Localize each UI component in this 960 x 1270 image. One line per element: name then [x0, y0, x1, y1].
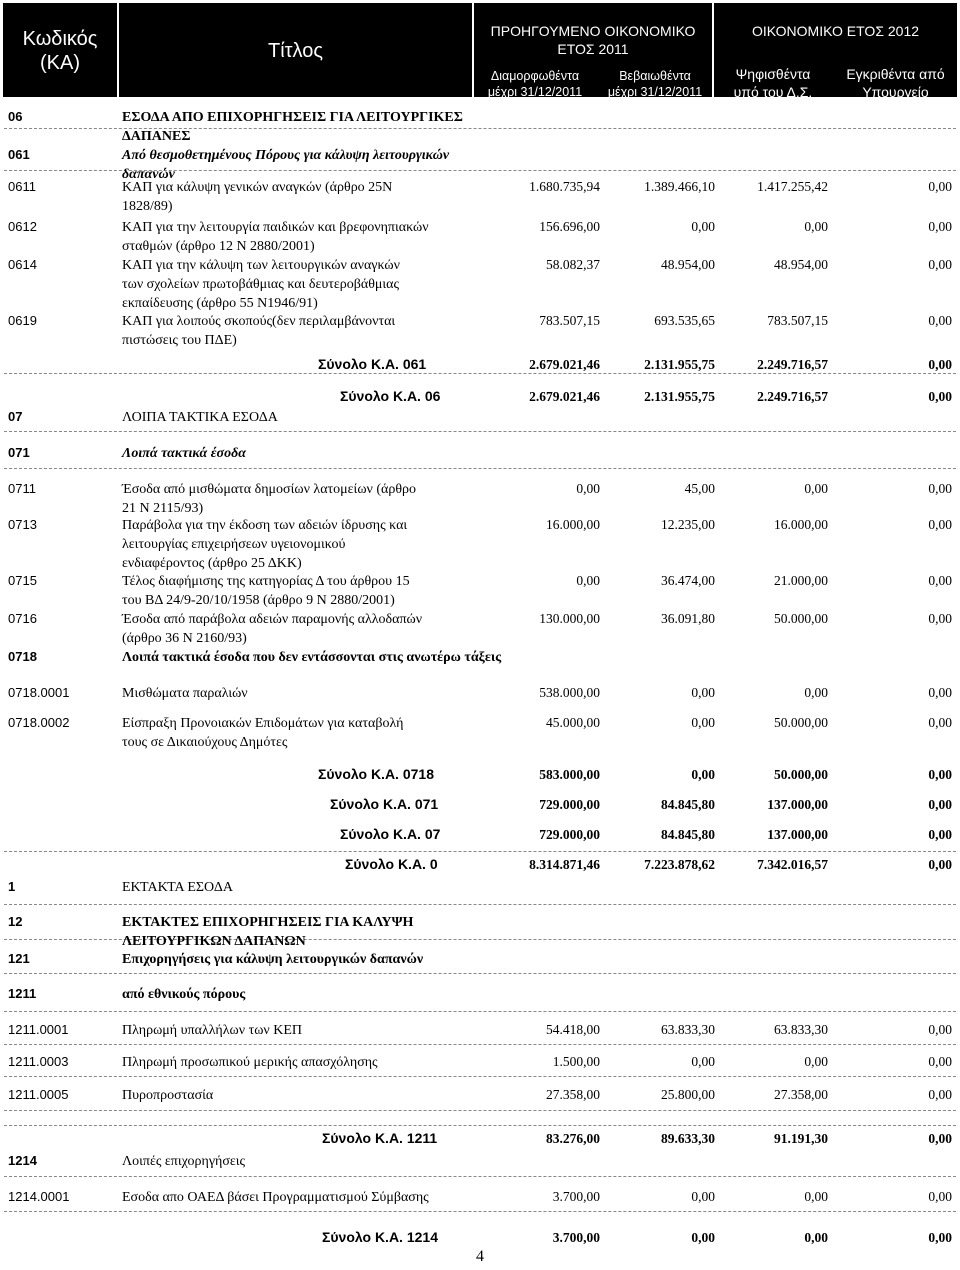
row-value-3: 21.000,00	[774, 573, 828, 588]
row-code: 0711	[8, 481, 36, 496]
row-value-2: 0,00	[691, 685, 715, 700]
header-code-line1: Κωδικός	[22, 28, 98, 50]
row-divider	[4, 431, 956, 432]
row-value-1: 156.696,00	[539, 219, 600, 234]
row-value-2: 2.131.955,75	[644, 357, 715, 372]
row-value-1: 729.000,00	[539, 797, 600, 812]
row-value-3: 0,00	[804, 1230, 828, 1245]
row-value-4: 0,00	[928, 219, 952, 234]
row-title: ΕΚΤΑΚΤΕΣ ΕΠΙΧΟΡΗΓΗΣΕΙΣ ΓΙΑ ΚΑΛΥΨΗ ΛΕΙΤΟΥΡΓΙΚΩΝ ΔΑΠΑΝΩΝ	[122, 915, 414, 949]
row-divider	[4, 1125, 956, 1126]
row-value-1: 58.082,37	[546, 257, 600, 272]
row-code: 07	[8, 409, 23, 424]
row-value-4: 0,00	[928, 481, 952, 496]
row-title: ΚΑΠ για την κάλυψη των λειτουργικών αναγκών των σχολείων πρωτοβάθμιας και δευτεροβάθμιας εκπαίδευσης (άρθρο 55 Ν1946/91)	[122, 258, 400, 311]
row-value-4: 0,00	[928, 389, 952, 404]
row-divider	[4, 1011, 956, 1012]
row-value-3: 0,00	[804, 219, 828, 234]
header-cur-year-label: ΟΙΚΟΝΟΜΙΚΟ ΕΤΟΣ 2012	[751, 23, 920, 39]
row-value-4: 0,00	[928, 767, 952, 782]
row-value-3: 1.417.255,42	[757, 179, 828, 194]
header-sub-3: Ψηφισθέντα υπό του Δ.Σ.	[733, 66, 813, 100]
row-value-3: 137.000,00	[767, 797, 828, 812]
row-value-1: 0,00	[576, 573, 600, 588]
row-code: 1214.0001	[8, 1189, 70, 1204]
row-value-4: 0,00	[928, 313, 952, 328]
header-title-col	[119, 3, 472, 97]
row-title: ΕΚΤΑΚΤΑ ΕΣΟΔΑ	[122, 880, 233, 895]
row-code: 0716	[8, 611, 37, 626]
row-total-label: Σύνολο Κ.Α. 061	[318, 356, 427, 372]
row-title: Έσοδα από μισθώματα δημοσίων λατομείων (άρθρο 21 Ν 2115/93)	[122, 482, 417, 516]
row-value-4: 0,00	[928, 611, 952, 626]
header-code-col	[3, 3, 117, 97]
row-code: 0713	[8, 517, 37, 532]
row-code: 121	[8, 951, 30, 966]
row-value-1: 45.000,00	[546, 715, 600, 730]
row-value-4: 0,00	[928, 685, 952, 700]
row-total-label: Σύνολο Κ.Α. 07	[340, 826, 441, 842]
header-code-line2: (ΚΑ)	[40, 52, 80, 74]
row-value-3: 16.000,00	[774, 517, 828, 532]
header-prev-year-line1: ΠΡΟΗΓΟΥΜΕΝΟ ΟΙΚΟΝΟΜΙΚΟ	[490, 23, 696, 39]
header-title: Τίτλος	[267, 40, 324, 62]
row-value-4: 0,00	[928, 857, 952, 872]
row-code: 0619	[8, 313, 37, 328]
row-title: ΛΟΙΠΑ ΤΑΚΤΙΚΑ ΕΣΟΔΑ	[122, 410, 278, 425]
row-value-2: 0,00	[691, 715, 715, 730]
row-value-2: 0,00	[691, 1189, 715, 1204]
row-value-1: 1.680.735,94	[529, 179, 600, 194]
row-code: 1211.0005	[8, 1087, 69, 1102]
row-value-4: 0,00	[928, 797, 952, 812]
row-title: ΕΣΟΔΑ ΑΠΟ ΕΠΙΧΟΡΗΓΗΣΕΙΣ ΓΙΑ ΛΕΙΤΟΥΡΓΙΚΕΣ ΔΑΠΑΝΕΣ	[122, 110, 463, 144]
row-value-3: 0,00	[804, 1054, 828, 1069]
row-code: 1	[8, 879, 16, 894]
row-value-3: 63.833,30	[774, 1022, 828, 1037]
row-value-4: 0,00	[928, 827, 952, 842]
row-value-2: 0,00	[691, 1054, 715, 1069]
row-value-4: 0,00	[928, 1022, 952, 1037]
page-number: 4	[476, 1248, 484, 1265]
row-title: Πληρωμή υπαλλήλων των ΚΕΠ	[122, 1023, 303, 1038]
row-code: 0718.0002	[8, 715, 70, 730]
row-value-1: 54.418,00	[546, 1022, 600, 1037]
header-prev-year-line2: ΕΤΟΣ 2011	[557, 41, 629, 57]
row-title: Πληρωμή προσωπικού μερικής απασχόλησης	[122, 1055, 378, 1070]
row-value-3: 50.000,00	[774, 715, 828, 730]
row-code: 12	[8, 914, 23, 929]
row-value-1: 130.000,00	[539, 611, 600, 626]
row-title: ΚΑΠ για λοιπούς σκοπούς(δεν περιλαμβάνονται πιστώσεις του ΠΔΕ)	[122, 314, 396, 348]
row-title: Επιχορηγήσεις για κάλυψη λειτουργικών δαπανών	[122, 952, 424, 967]
row-value-2: 89.633,30	[661, 1131, 715, 1146]
row-divider	[4, 973, 956, 974]
row-divider	[4, 1044, 956, 1045]
row-value-2: 12.235,00	[661, 517, 715, 532]
row-code: 1211.0003	[8, 1054, 69, 1069]
row-title: Λοιπά τακτικά έσοδα που δεν εντάσσονται στις ανωτέρω τάξεις	[122, 650, 502, 665]
row-value-2: 36.091,80	[661, 611, 715, 626]
row-value-3: 0,00	[804, 685, 828, 700]
header-sub-4: Εγκριθέντα από Υπουργείο	[846, 66, 945, 100]
row-title: Από θεσμοθετημένους Πόρους για κάλυψη λειτουργικών δαπανών	[122, 148, 450, 182]
row-value-3: 783.507,15	[767, 313, 828, 328]
row-divider	[4, 1211, 956, 1212]
row-value-1: 729.000,00	[539, 827, 600, 842]
row-value-1: 27.358,00	[546, 1087, 600, 1102]
row-value-2: 1.389.466,10	[644, 179, 715, 194]
row-title: ΚΑΠ για κάλυψη γενικών αναγκών (άρθρο 25Ν 1828/89)	[122, 180, 393, 214]
row-value-4: 0,00	[928, 573, 952, 588]
row-value-3: 50.000,00	[774, 611, 828, 626]
row-value-3: 2.249.716,57	[757, 357, 828, 372]
row-value-1: 583.000,00	[539, 767, 600, 782]
row-value-2: 0,00	[691, 219, 715, 234]
header-sub-1: Διαμορφωθέντα μέχρι 31/12/2011	[487, 69, 583, 99]
row-value-4: 0,00	[928, 1230, 952, 1245]
row-value-4: 0,00	[928, 715, 952, 730]
row-total-label: Σύνολο Κ.Α. 06	[340, 388, 441, 404]
row-code: 0715	[8, 573, 37, 588]
row-value-1: 3.700,00	[552, 1230, 600, 1245]
row-value-3: 0,00	[804, 481, 828, 496]
row-code: 071	[8, 445, 30, 460]
row-title: Παράβολα για την έκδοση των αδειών ίδρυσης και λειτουργίας επιχειρήσεων υγειονομικού ενδιαφέροντος (άρθρο 25 ΔΚΚ)	[122, 518, 408, 571]
row-total-label: Σύνολο Κ.Α. 1214	[322, 1229, 438, 1245]
row-title: Εσοδα απο ΟΑΕΔ βάσει Προγραμματισμού Σύμβασης	[122, 1190, 429, 1205]
row-value-4: 0,00	[928, 357, 952, 372]
row-value-1: 2.679.021,46	[529, 389, 600, 404]
row-value-1: 1.500,00	[552, 1054, 600, 1069]
row-divider	[4, 1176, 956, 1177]
row-value-3: 0,00	[804, 1189, 828, 1204]
row-value-2: 45,00	[684, 481, 715, 496]
row-code: 06	[8, 109, 23, 124]
row-value-2: 63.833,30	[661, 1022, 715, 1037]
row-value-4: 0,00	[928, 179, 952, 194]
row-title: Λοιπά τακτικά έσοδα	[122, 446, 246, 461]
row-value-2: 0,00	[691, 767, 715, 782]
row-total-label: Σύνολο Κ.Α. 0	[345, 856, 438, 872]
row-code: 0611	[8, 179, 36, 194]
row-value-1: 2.679.021,46	[529, 357, 600, 372]
row-title: Είσπραξη Προνοιακών Επιδομάτων για καταβολή τους σε Δικαιούχους Δημότες	[122, 716, 404, 750]
row-title: από εθνικούς πόρους	[122, 987, 246, 1002]
row-code: 061	[8, 147, 30, 162]
row-value-3: 137.000,00	[767, 827, 828, 842]
row-code: 1214	[8, 1153, 37, 1168]
row-value-1: 83.276,00	[546, 1131, 600, 1146]
row-value-2: 2.131.955,75	[644, 389, 715, 404]
row-value-2: 7.223.878,62	[644, 857, 715, 872]
row-value-3: 7.342.016,57	[757, 857, 828, 872]
row-title: Τέλος διαφήμισης της κατηγορίας Δ του άρθρου 15 του ΒΔ 24/9-20/10/1958 (άρθρο 9 Ν 2880/2001)	[122, 574, 410, 608]
row-value-2: 36.474,00	[661, 573, 715, 588]
header-sub-2: Βεβαιωθέντα μέχρι 31/12/2011	[607, 69, 703, 99]
row-value-2: 25.800,00	[661, 1087, 715, 1102]
row-value-1: 783.507,15	[539, 313, 600, 328]
row-title: Πυροπροστασία	[122, 1088, 214, 1103]
row-value-1: 538.000,00	[539, 685, 600, 700]
row-code: 0612	[8, 219, 37, 234]
row-value-2: 693.535,65	[654, 313, 715, 328]
row-value-1: 0,00	[576, 481, 600, 496]
row-title: Έσοδα από παράβολα αδειών παραμονής αλλοδαπών (άρθρο 36 Ν 2160/93)	[122, 612, 423, 646]
row-divider	[4, 1110, 956, 1111]
row-value-4: 0,00	[928, 1054, 952, 1069]
row-code: 0614	[8, 257, 37, 272]
row-title: Μισθώματα παραλιών	[122, 686, 248, 701]
row-total-label: Σύνολο Κ.Α. 1211	[322, 1130, 438, 1146]
row-title: ΚΑΠ για την λειτουργία παιδικών και βρεφονηπιακών σταθμών (άρθρο 12 Ν 2880/2001)	[122, 220, 429, 254]
row-value-3: 2.249.716,57	[757, 389, 828, 404]
row-value-4: 0,00	[928, 1189, 952, 1204]
row-code: 0718	[8, 649, 37, 664]
row-code: 1211.0001	[8, 1022, 69, 1037]
row-value-4: 0,00	[928, 257, 952, 272]
row-total-label: Σύνολο Κ.Α. 071	[330, 796, 439, 812]
row-value-3: 91.191,30	[774, 1131, 828, 1146]
row-value-1: 3.700,00	[552, 1189, 600, 1204]
row-code: 1211	[8, 986, 37, 1001]
row-value-4: 0,00	[928, 517, 952, 532]
row-value-4: 0,00	[928, 1087, 952, 1102]
row-value-2: 84.845,80	[661, 827, 715, 842]
row-value-3: 27.358,00	[774, 1087, 828, 1102]
row-code: 0718.0001	[8, 685, 70, 700]
row-value-4: 0,00	[928, 1131, 952, 1146]
row-value-1: 16.000,00	[546, 517, 600, 532]
row-value-2: 84.845,80	[661, 797, 715, 812]
row-total-label: Σύνολο Κ.Α. 0718	[318, 766, 434, 782]
row-divider	[4, 904, 956, 905]
row-value-2: 0,00	[691, 1230, 715, 1245]
row-value-2: 48.954,00	[661, 257, 715, 272]
row-divider	[4, 851, 956, 852]
row-value-3: 48.954,00	[774, 257, 828, 272]
row-value-3: 50.000,00	[774, 767, 828, 782]
row-divider	[4, 373, 956, 374]
row-title: Λοιπές επιχορηγήσεις	[122, 1154, 246, 1169]
row-divider	[4, 468, 956, 469]
row-divider	[4, 1076, 956, 1077]
row-value-1: 8.314.871,46	[529, 857, 600, 872]
